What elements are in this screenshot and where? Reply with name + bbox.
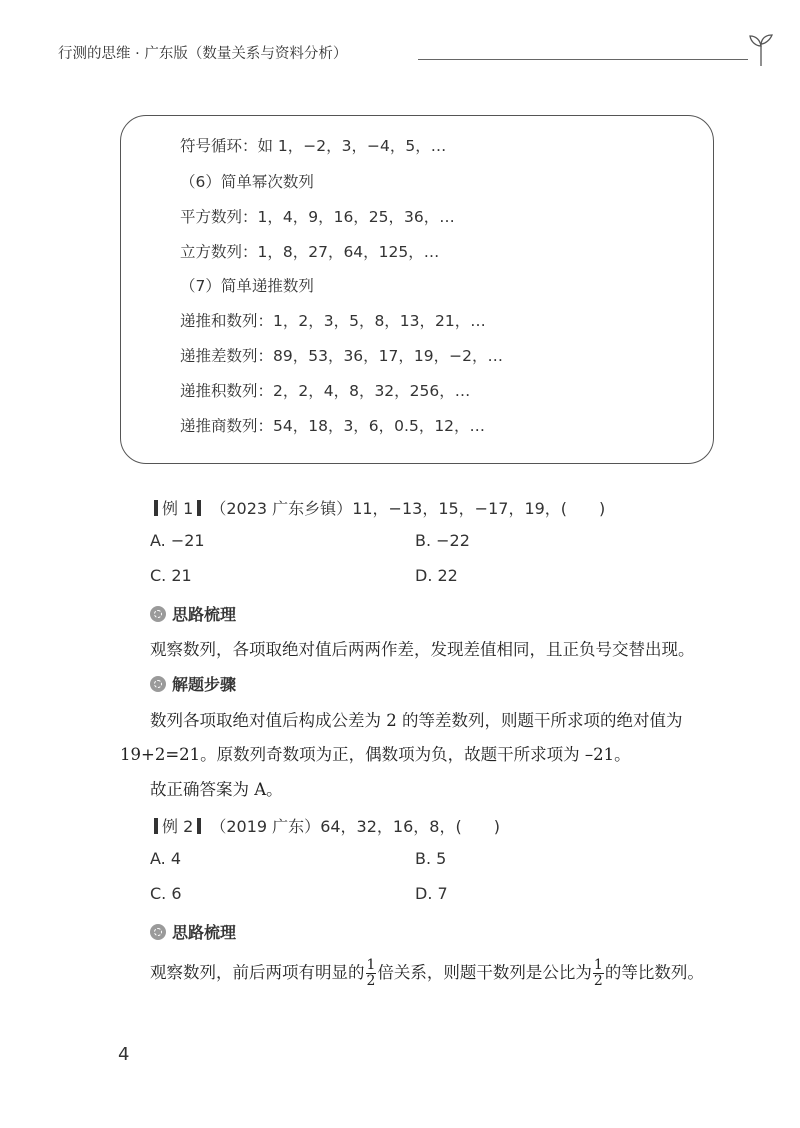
flower-badge-icon bbox=[150, 924, 166, 940]
example-2-question: 64，32，16，8，( ) bbox=[320, 817, 500, 836]
fraction-numerator: 1 bbox=[366, 957, 376, 973]
box-line: （7）简单递推数列 bbox=[180, 277, 314, 295]
option-c: C. 21 bbox=[150, 566, 192, 585]
bracket-mark bbox=[154, 818, 158, 834]
example-1-source: （2023 广东乡镇） bbox=[210, 499, 353, 518]
box-line: 递推商数列：54，18，3，6，0.5，12，… bbox=[180, 417, 486, 435]
option-d: D. 22 bbox=[415, 566, 458, 585]
analysis-text bbox=[150, 958, 704, 989]
steps-title: 解题步骤 bbox=[172, 675, 237, 694]
option-a: A. 4 bbox=[150, 849, 182, 868]
answer-text: 故正确答案为 A。 bbox=[150, 780, 283, 799]
sprout-icon bbox=[748, 32, 774, 68]
fraction-half bbox=[593, 958, 604, 989]
example-2-label: 例 2 bbox=[162, 817, 194, 836]
analysis-text-part: 的等比数列。 bbox=[604, 963, 704, 982]
fraction-numerator: 1 bbox=[593, 957, 603, 973]
analysis-text-part: 倍关系，则题干数列是公比为 bbox=[377, 963, 592, 982]
box-line: 平方数列：1，4，9，16，25，36，… bbox=[180, 208, 455, 226]
option-c: C. 6 bbox=[150, 884, 182, 903]
option-a: A. −21 bbox=[150, 531, 205, 550]
option-b: B. 5 bbox=[415, 849, 447, 868]
example-2-heading bbox=[150, 814, 500, 837]
fraction-half bbox=[366, 958, 377, 989]
box-line: 递推和数列：1，2，3，5，8，13，21，… bbox=[180, 312, 486, 330]
page-number: 4 bbox=[118, 1044, 130, 1065]
box-line: （6）简单幂次数列 bbox=[180, 173, 314, 191]
box-line: 递推差数列：89，53，36，17，19，−2，… bbox=[180, 347, 503, 365]
bracket-mark bbox=[197, 818, 201, 834]
analysis-heading bbox=[150, 602, 236, 625]
fraction-denominator: 2 bbox=[593, 973, 603, 989]
fraction-denominator: 2 bbox=[366, 973, 376, 989]
steps-text-line1: 数列各项取绝对值后构成公差为 2 的等差数列，则题干所求项的绝对值为 bbox=[150, 711, 683, 730]
header-rule bbox=[418, 59, 748, 60]
header-title: 行测的思维 · 广东版（数量关系与资料分析） bbox=[58, 46, 348, 62]
example-1-label: 例 1 bbox=[162, 499, 194, 518]
running-header bbox=[58, 32, 778, 68]
steps-heading bbox=[150, 672, 236, 695]
flower-badge-icon bbox=[150, 606, 166, 622]
analysis-title: 思路梳理 bbox=[172, 923, 237, 942]
option-d: D. 7 bbox=[415, 884, 448, 903]
analysis-heading bbox=[150, 920, 236, 943]
flower-badge-icon bbox=[150, 676, 166, 692]
analysis-text: 观察数列，各项取绝对值后两两作差，发现差值相同，且正负号交替出现。 bbox=[150, 640, 695, 659]
option-b: B. −22 bbox=[415, 531, 470, 550]
example-1-heading bbox=[150, 496, 605, 519]
example-1-question: 11，−13，15，−17，19，( ) bbox=[352, 499, 606, 518]
box-line: 递推积数列：2，2，4，8，32，256，… bbox=[180, 382, 471, 400]
analysis-text-part: 观察数列，前后两项有明显的 bbox=[150, 963, 365, 982]
analysis-title: 思路梳理 bbox=[172, 605, 237, 624]
bracket-mark bbox=[154, 500, 158, 516]
box-line: 符号循环：如 1，−2，3，−4，5，… bbox=[180, 137, 447, 155]
steps-text-line2: 19+2=21。原数列奇数项为正，偶数项为负，故题干所求项为 –21。 bbox=[120, 745, 631, 764]
bracket-mark bbox=[197, 500, 201, 516]
example-2-source: （2019 广东） bbox=[210, 817, 321, 836]
box-line: 立方数列：1，8，27，64，125，… bbox=[180, 243, 440, 261]
